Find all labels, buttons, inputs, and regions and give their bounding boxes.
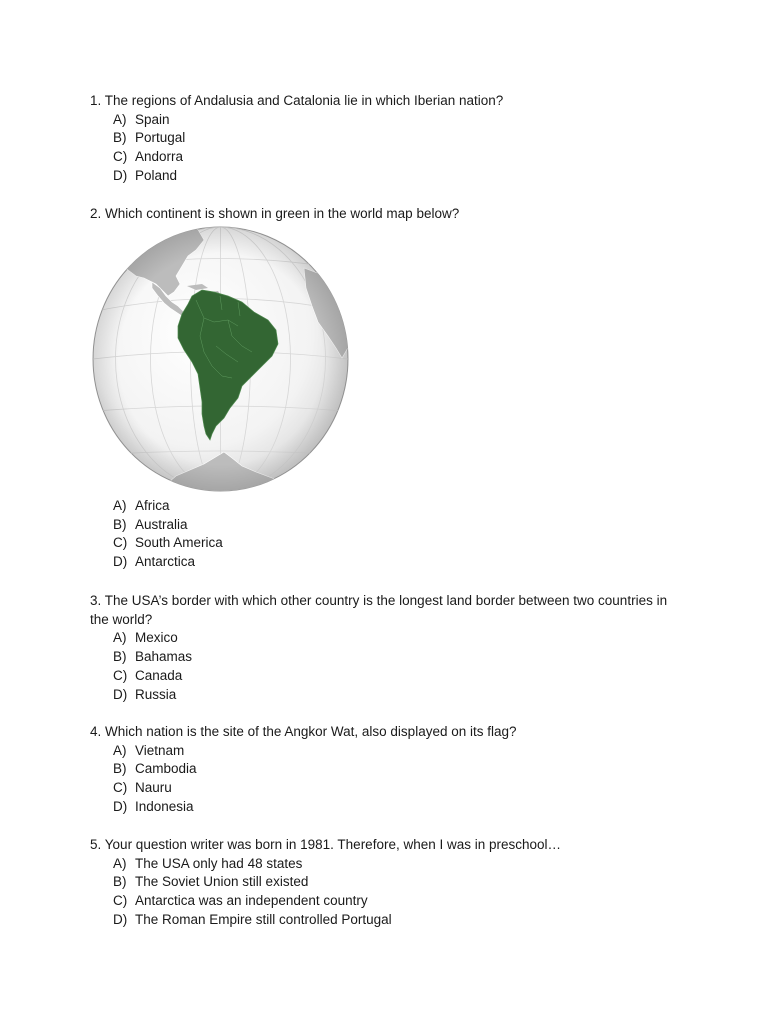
question-2-answers	[90, 497, 690, 572]
option-3c: C) Canada	[113, 667, 183, 683]
option-5c: C) Antarctica was an independent country	[113, 893, 368, 909]
question-2-options	[90, 497, 690, 572]
option-4a: A) Vietnam	[113, 742, 185, 758]
option-2a: A) Africa	[113, 498, 170, 513]
option-3d: D) Russia	[113, 686, 177, 702]
option-4d: D) Indonesia	[113, 798, 194, 814]
option-2d: D) Antarctica	[113, 554, 196, 570]
question-5-options	[90, 855, 690, 930]
option-2b: B) Australia	[113, 516, 188, 532]
option-4b: B) Cambodia	[113, 761, 197, 777]
question-4	[90, 723, 690, 817]
question-1	[90, 92, 690, 186]
question-3	[90, 592, 675, 704]
option-4c: C) Nauru	[113, 780, 172, 796]
question-1-text: 1. The regions of Andalusia and Catalonia lie in which Iberian nation?	[90, 93, 504, 108]
option-5a: A) The USA only had 48 states	[113, 855, 303, 871]
question-5	[90, 836, 690, 930]
option-1a: A) Spain	[113, 111, 170, 127]
option-1b: B) Portugal	[113, 130, 186, 146]
option-1d: D) Poland	[113, 167, 178, 183]
question-2	[90, 205, 690, 224]
globe-map-image	[92, 226, 350, 494]
globe-svg	[92, 226, 350, 494]
option-2c: C) South America	[113, 535, 223, 551]
option-3a: A) Mexico	[113, 630, 178, 646]
question-4-options	[90, 742, 690, 817]
question-2-text: 2. Which continent is shown in green in the world map below?	[90, 206, 460, 221]
option-3b: B) Bahamas	[113, 649, 193, 665]
question-1-options	[90, 111, 690, 186]
option-5b: B) The Soviet Union still existed	[113, 874, 309, 890]
option-1c: C) Andorra	[113, 149, 184, 165]
option-5d: D) The Roman Empire still controlled Portugal	[113, 911, 392, 927]
question-3-text: 3. The USA’s border with which other country is the longest land border between two countries in the world?	[90, 593, 668, 627]
question-3-options	[90, 629, 675, 704]
question-5-text: 5. Your question writer was born in 1981. Therefore, when I was in preschool…	[90, 837, 562, 852]
question-4-text: 4. Which nation is the site of the Angkor Wat, also displayed on its flag?	[90, 724, 517, 739]
